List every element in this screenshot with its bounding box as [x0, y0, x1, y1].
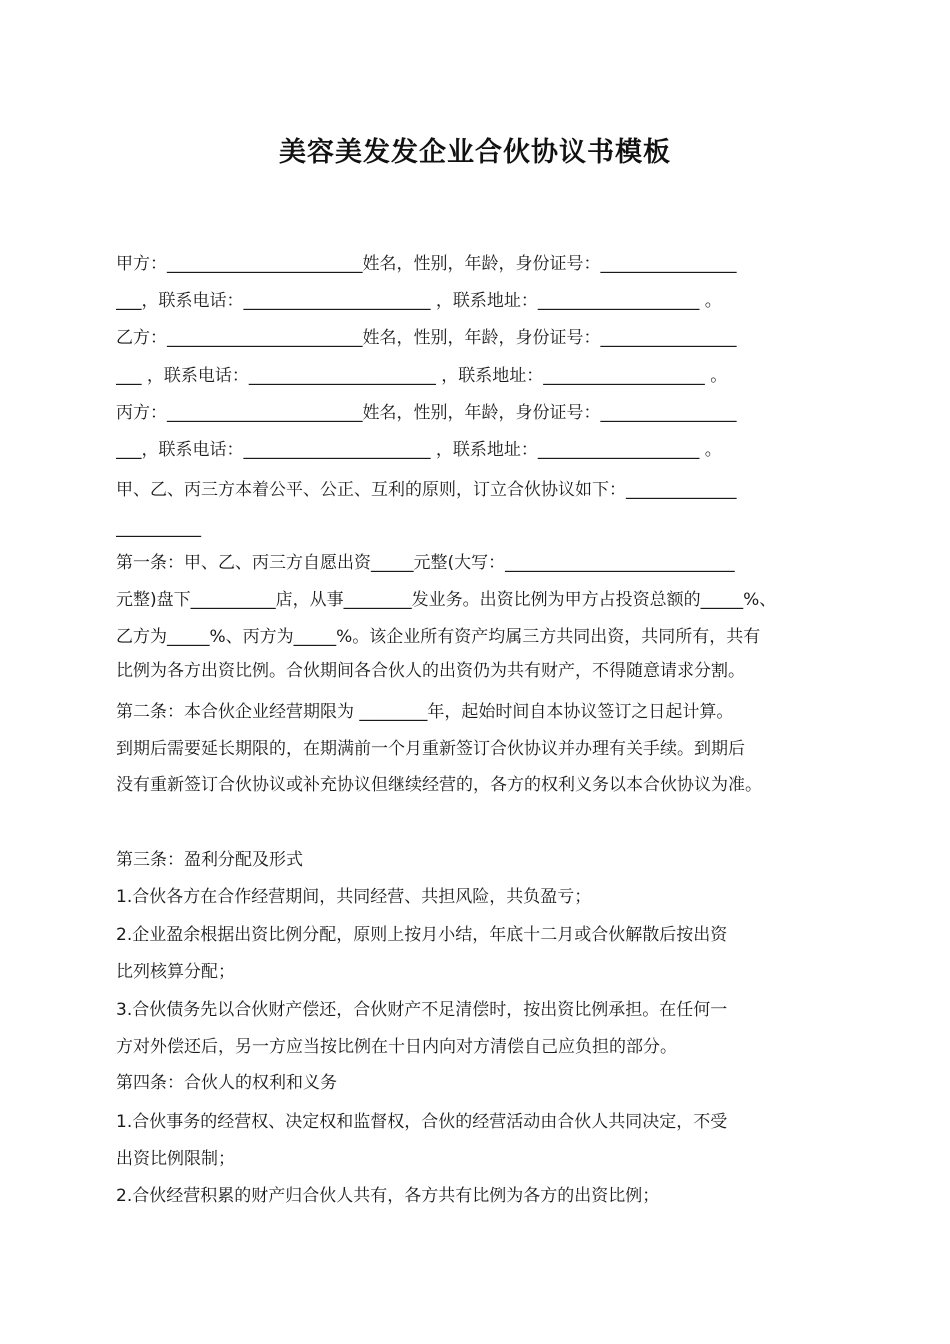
article-4-item-2: 2.合伙经营积累的财产归合伙人共有，各方共有比例为各方的出资比例；	[116, 1186, 660, 1206]
article-1-line-4: 比例为各方出资比例。合伙期间各合伙人的出资仍为共有财产，不得随意请求分割。	[116, 661, 745, 681]
article-2-line-2: 到期后需要延长期限的，在期满前一个月重新签订合伙协议并办理有关手续。到期后	[116, 739, 745, 759]
preamble-line-2: __________	[116, 518, 201, 538]
article-3-item-2b: 比列核算分配；	[116, 962, 235, 982]
article-2-line-3: 没有重新签订合伙协议或补充协议但继续经营的，各方的权利义务以本合伙协议为准。	[116, 775, 762, 795]
article-1-line-2: 元整)盘下__________店，从事________发业务。出资比例为甲方占投资总额的_____%、	[116, 590, 777, 610]
article-1-line-1: 第一条：甲、乙、丙三方自愿出资_____元整(大写：___________________________	[116, 553, 735, 573]
party-a-line-1: 甲方：_______________________姓名，性别，年龄，身份证号：________________	[116, 254, 737, 274]
article-3-item-2a: 2.企业盈余根据出资比例分配，原则上按月小结，年底十二月或合伙解散后按出资	[116, 925, 728, 945]
article-3-item-3a: 3.合伙债务先以合伙财产偿还，合伙财产不足清偿时，按出资比例承担。在任何一	[116, 1000, 728, 1020]
party-b-line-1: 乙方：_______________________姓名，性别，年龄，身份证号：________________	[116, 328, 737, 348]
article-4-heading: 第四条：合伙人的权利和义务	[116, 1073, 337, 1093]
article-3-item-3b: 方对外偿还后，另一方应当按比例在十日内向对方清偿自己应负担的部分。	[116, 1037, 677, 1057]
party-a-line-2: ___，联系电话：______________________ ，联系地址：___________________ 。	[116, 291, 722, 311]
article-4-item-1a: 1.合伙事务的经营权、决定权和监督权，合伙的经营活动由合伙人共同决定，不受	[116, 1112, 728, 1132]
article-1-line-3: 乙方为_____%、丙方为_____%。该企业所有资产均属三方共同出资，共同所有，共有	[116, 627, 761, 647]
party-c-line-2: ___，联系电话：______________________ ，联系地址：___________________ 。	[116, 440, 722, 460]
document-title: 美容美发发企业合伙协议书模板	[279, 137, 671, 168]
party-c-line-1: 丙方：_______________________姓名，性别，年龄，身份证号：________________	[116, 403, 737, 423]
article-2-line-1: 第二条：本合伙企业经营期限为 ________年，起始时间自本协议签订之日起计算。	[116, 702, 734, 722]
preamble-line-1: 甲、乙、丙三方本着公平、公正、互利的原则，订立合伙协议如下：_____________	[116, 480, 737, 500]
article-3-item-1: 1.合伙各方在合作经营期间，共同经营、共担风险，共负盈亏；	[116, 887, 592, 907]
article-4-item-1b: 出资比例限制；	[116, 1149, 235, 1169]
party-b-line-2: ___ ，联系电话：______________________ ，联系地址：___________________ 。	[116, 366, 728, 386]
article-3-heading: 第三条：盈利分配及形式	[116, 850, 303, 870]
